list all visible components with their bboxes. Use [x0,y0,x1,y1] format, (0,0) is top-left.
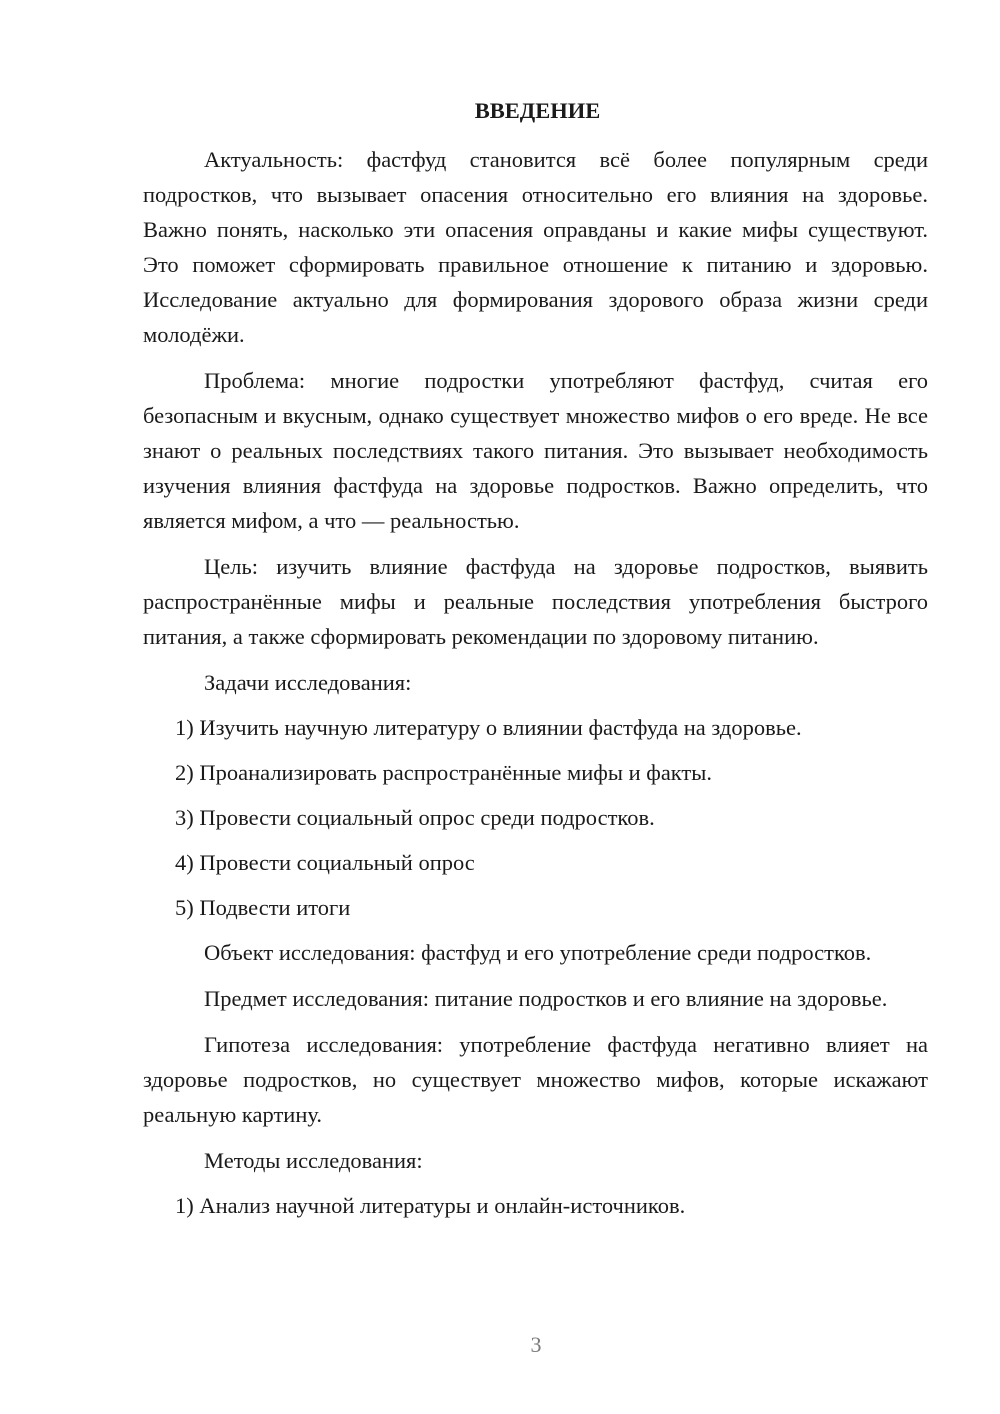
tasks-heading: Задачи исследования: [204,670,412,695]
task-item: 1) Изучить научную литературу о влиянии фастфуда на здоровье. [175,715,802,740]
methods-heading: Методы исследования: [204,1148,423,1173]
method-item: 1) Анализ научной литературы и онлайн-источников. [175,1193,686,1218]
object-paragraph: Объект исследования: фастфуд и его употребление среди подростков. [204,940,872,965]
goal-paragraph: Цель: изучить влияние фастфуда на здоровье подростков, выявить распространённые мифы и реальные последствия употребления быстрого питания, а также сформировать рекомендации по здоровому питанию. [143,554,928,649]
page-content [143,93,928,1233]
task-item: 2) Проанализировать распространённые мифы и факты. [175,760,713,785]
page-number: 3 [530,1332,542,1357]
task-item: 4) Провести социальный опрос [175,850,475,875]
problem-paragraph: Проблема: многие подростки употребляют фастфуд, считая его безопасным и вкусным, однако существует множество мифов о его вреде. Не все знают о реальных последствиях такого питания. Это вызывает необходимость изучения влияния фастфуда на здоровье подростков. Важно определить, что является мифом, а что — реальностью. [143,368,928,533]
task-item: 3) Провести социальный опрос среди подростков. [175,805,655,830]
task-item: 5) Подвести итоги [175,895,351,920]
subject-paragraph: Предмет исследования: питание подростков и его влияние на здоровье. [204,986,888,1011]
section-title: ВВЕДЕНИЕ [474,98,601,123]
hypothesis-paragraph: Гипотеза исследования: употребление фастфуда негативно влияет на здоровье подростков, но существует множество мифов, которые искажают реальную картину. [143,1032,928,1127]
relevance-paragraph: Актуальность: фастфуд становится всё более популярным среди подростков, что вызывает опасения относительно его влияния на здоровье. Важно понять, насколько эти опасения оправданы и какие мифы существуют. Это поможет сформировать правильное отношение к питанию и здоровью. Исследование актуально для формирования здорового образа жизни среди молодёжи. [143,147,928,347]
